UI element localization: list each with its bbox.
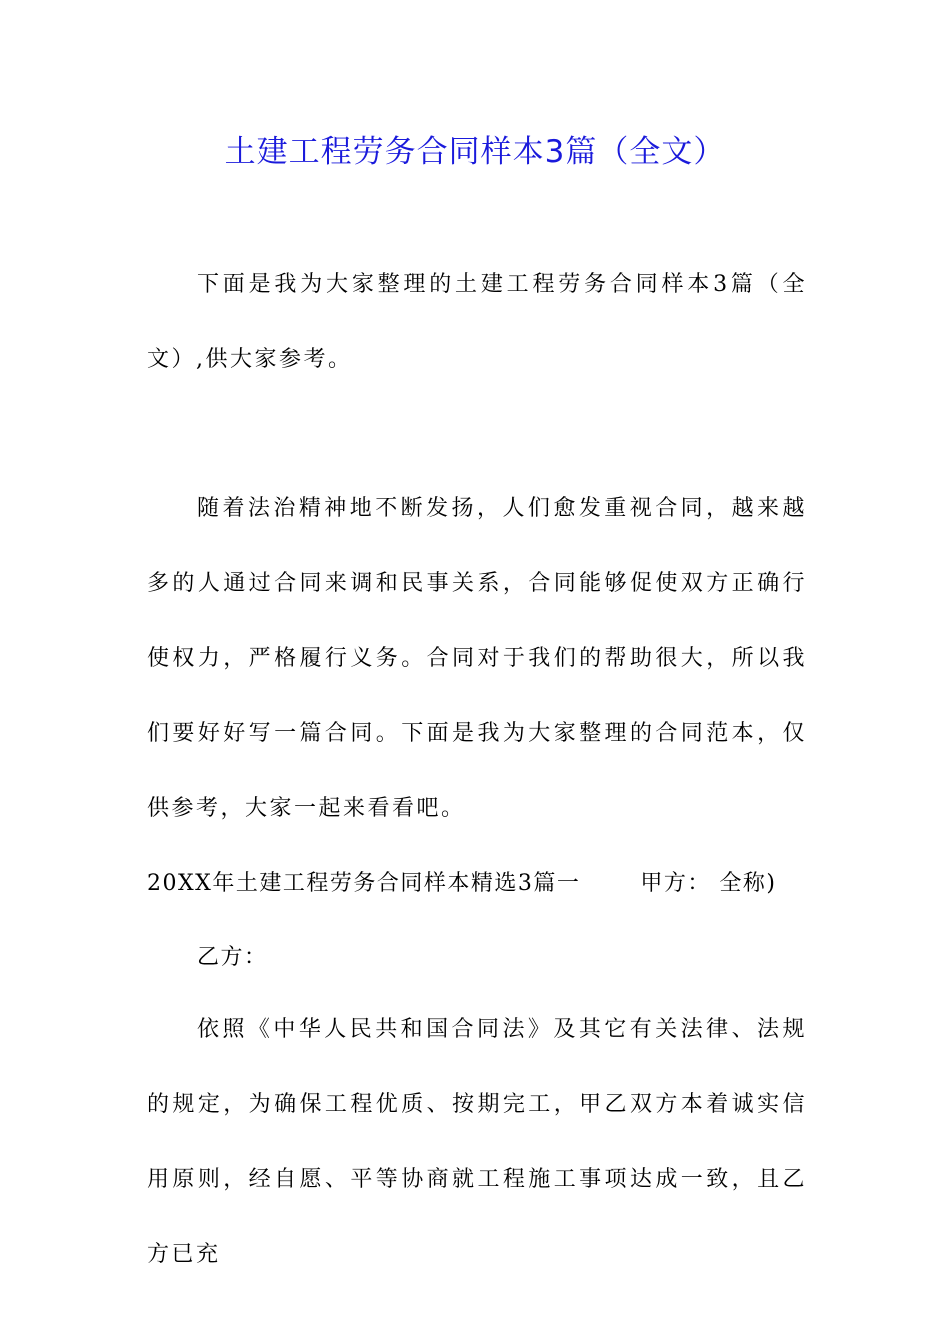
section-heading-line bbox=[147, 864, 776, 904]
intro-paragraph: 下面是我为大家整理的土建工程劳务合同样本3篇（全文）,供大家参考。 bbox=[147, 272, 807, 372]
party-a-label: 甲方： 全称) bbox=[640, 871, 777, 896]
body-paragraph-3: 依照《中华人民共和国合同法》及其它有关法律、法规的规定，为确保工程优质、按期完工，甲乙双方本着诚实信用原则，经自愿、平等协商就工程施工事项达成一致，且乙方已充 bbox=[147, 1017, 807, 1267]
document-title: 土建工程劳务合同样本3篇（全文） bbox=[224, 134, 726, 170]
party-b-label: 乙方： bbox=[197, 945, 268, 970]
body-paragraph-2: 随着法治精神地不断发扬，人们愈发重视合同，越来越多的人通过合同来调和民事关系，合同能够促使双方正确行使权力，严格履行义务。合同对于我们的帮助很大，所以我们要好好写一篇合同。下面是我为大家整理的合同范本，仅供参考，大家一起来看看吧。 bbox=[147, 496, 807, 821]
section-heading: 20XX年土建工程劳务合同样本精选3篇一 bbox=[147, 871, 581, 896]
